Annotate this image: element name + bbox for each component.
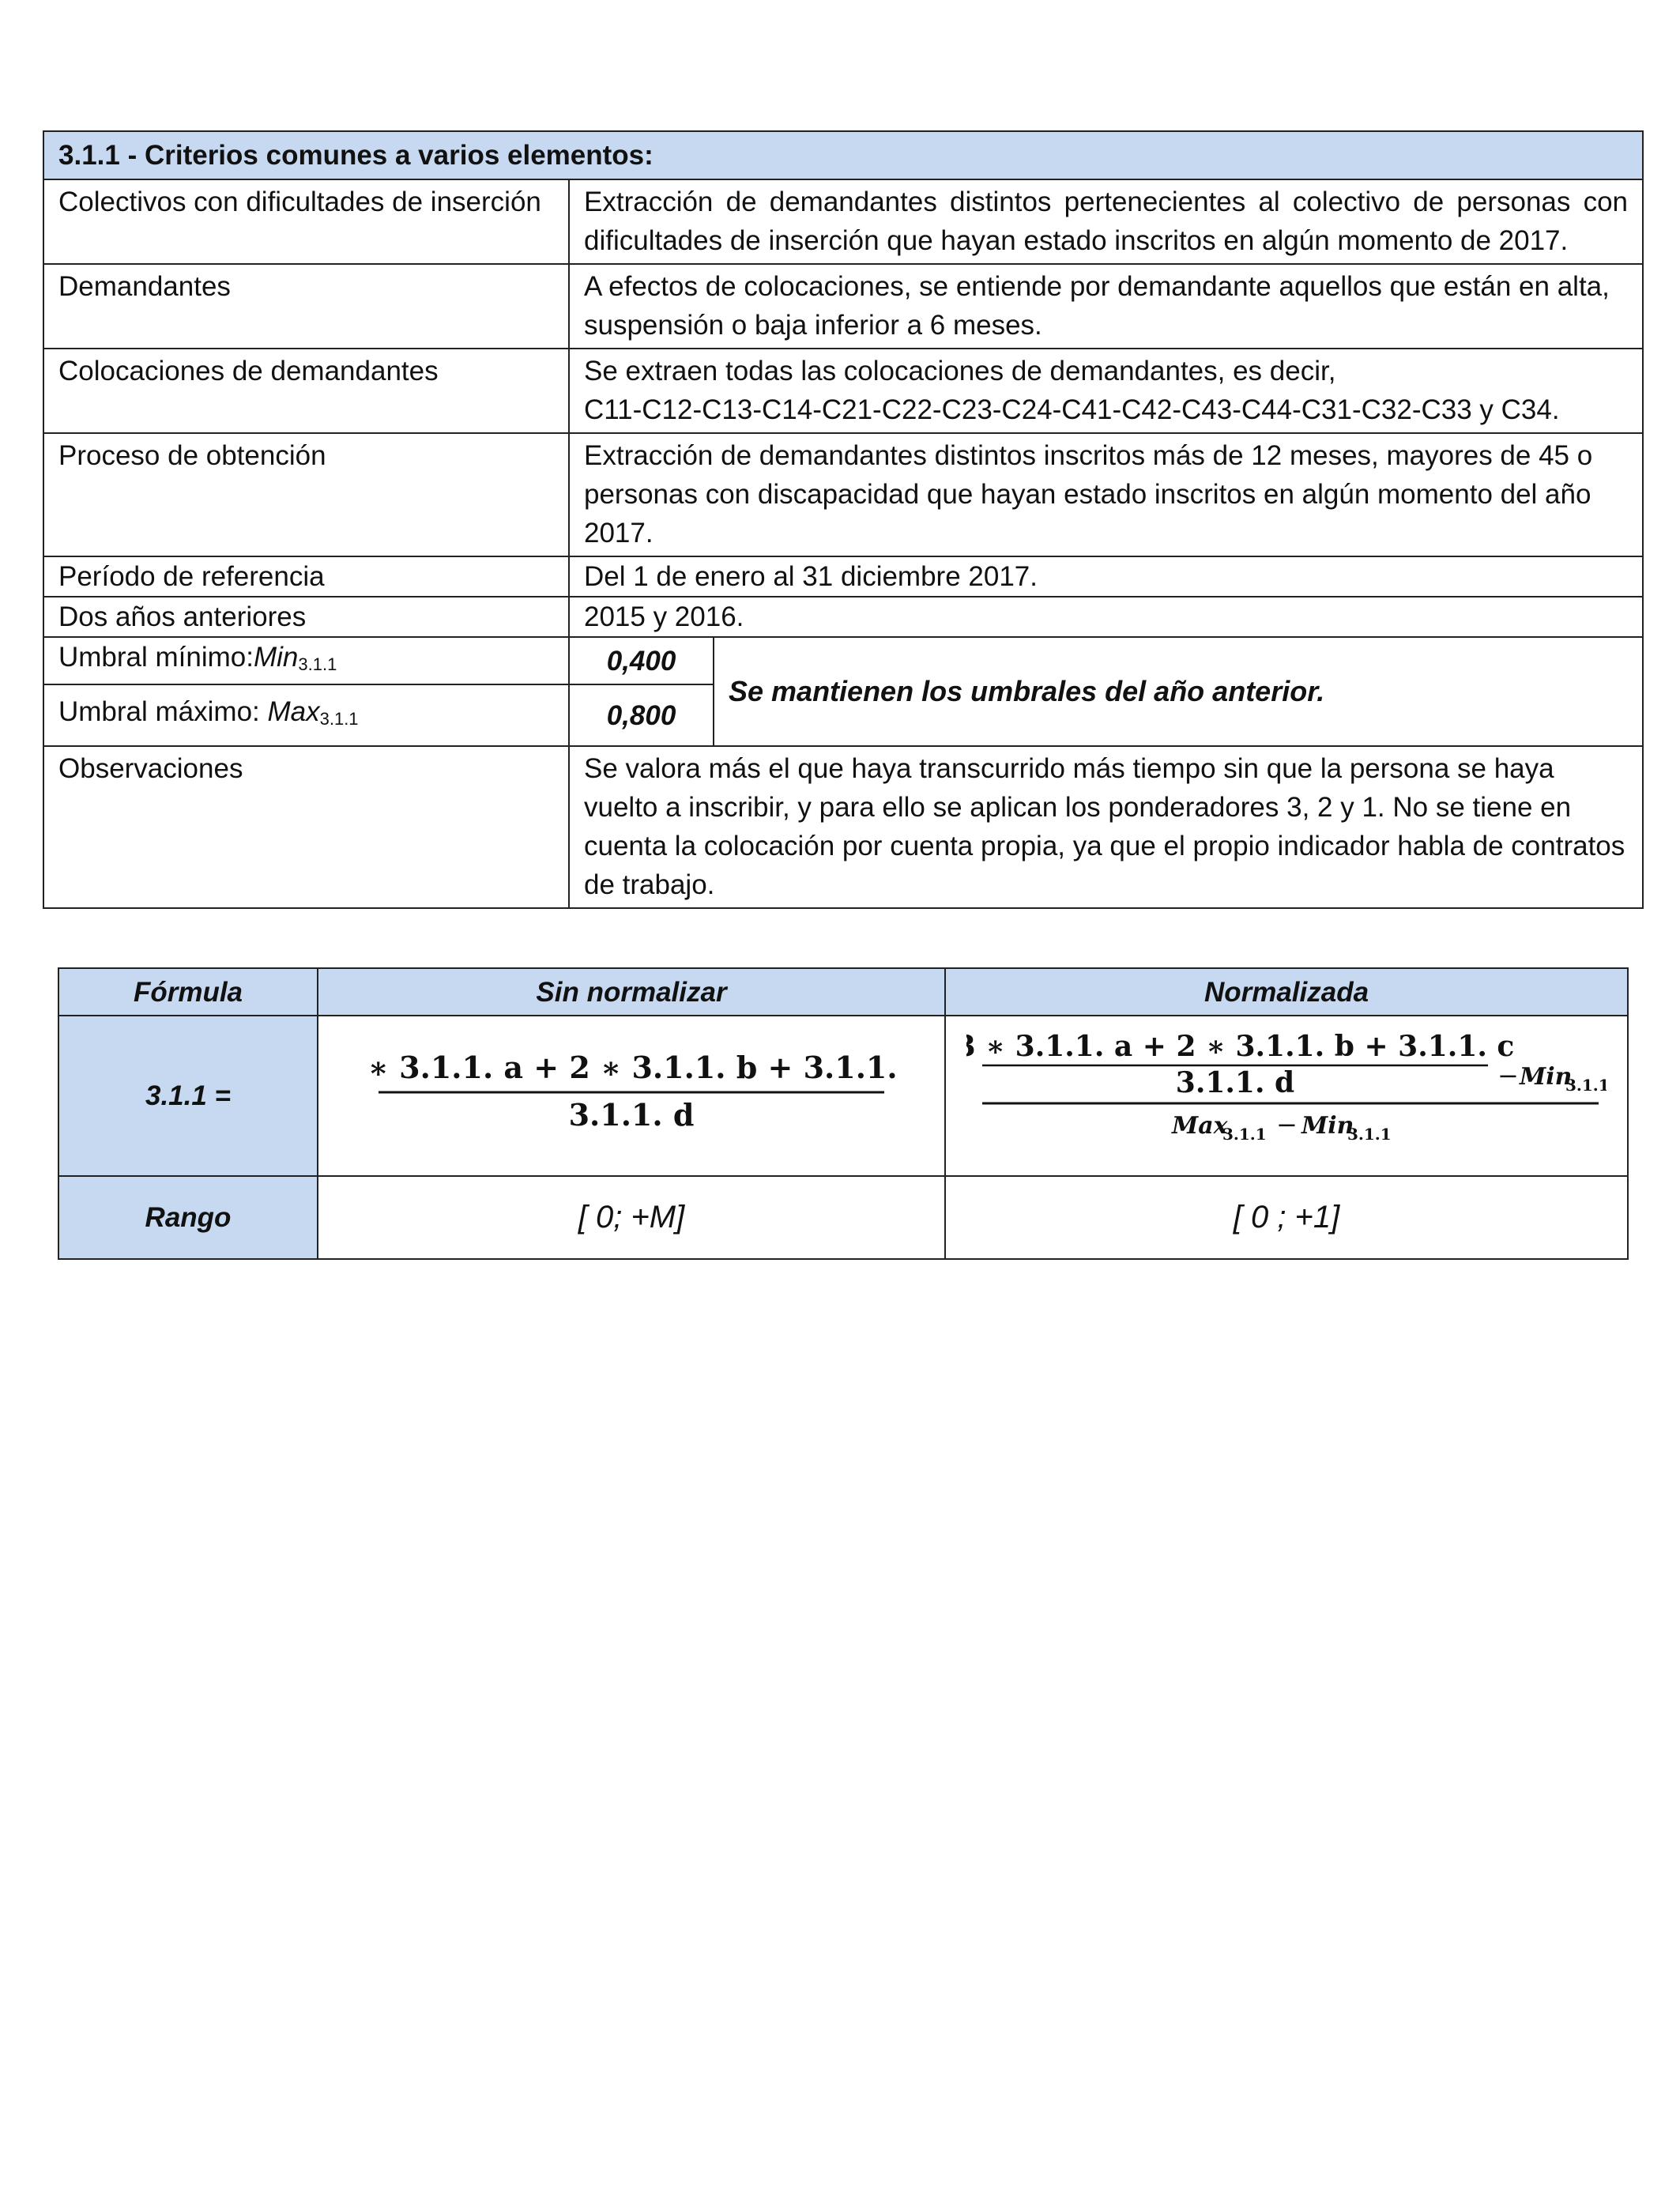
criteria-header-row — [43, 131, 1643, 179]
raw-formula — [363, 1043, 900, 1138]
criteria-row — [43, 264, 1643, 349]
max-symbol: Max — [267, 696, 320, 727]
row-value: 2015 y 2016. — [569, 597, 1643, 637]
formula-header-row — [58, 968, 1628, 1016]
row-label: Observaciones — [43, 746, 569, 908]
row-value: Extracción de demandantes distintos inscritos más de 12 meses, mayores de 45 o personas con discapacidad que hayan estado inscritos en algún momento del año 2017. — [569, 433, 1643, 556]
threshold-max-label: Umbral máximo: Max$_{3.1.1}$ — [43, 684, 569, 746]
norm-den-min: Min — [1301, 1111, 1354, 1140]
norm-den-minus: − — [1276, 1109, 1298, 1140]
threshold-note: Se mantienen los umbrales del año anterior. — [714, 637, 1643, 746]
normalized-formula-cell — [945, 1016, 1628, 1176]
criteria-row — [43, 433, 1643, 556]
criteria-table — [43, 130, 1644, 909]
row-label: Demandantes — [43, 264, 569, 349]
row-label: Colocaciones de demandantes — [43, 349, 569, 433]
range-normalized: [ 0 ; +1] — [945, 1176, 1628, 1259]
norm-den-max-sub: 3.1.1 — [1222, 1124, 1267, 1144]
norm-min-sub: 3.1.1 — [1565, 1075, 1607, 1095]
threshold-max-value: 0,800 — [569, 684, 714, 746]
observations-row — [43, 746, 1643, 908]
criteria-header: 3.1.1 - Criterios comunes a varios elementos: — [43, 131, 1643, 179]
range-raw: [ 0; +M] — [318, 1176, 945, 1259]
criteria-row — [43, 597, 1643, 637]
norm-den-max: Max — [1172, 1111, 1228, 1140]
raw-numerator: 3 ∗ 3.1.1. a + 2 ∗ 3.1.1. b + 3.1.1. c — [363, 1049, 900, 1085]
row-label: Dos años anteriores — [43, 597, 569, 637]
threshold-min-value: 0,400 — [569, 637, 714, 684]
raw-header: Sin normalizar — [318, 968, 945, 1016]
row-value: Se valora más el que haya transcurrido más tiempo sin que la persona se haya vuelto a inscribir, y para ello se aplican los ponderadores 3, 2 y 1. No se tiene en cuenta la colocación por cuenta propia, ya que el propio indicador habla de contratos de trabajo. — [569, 746, 1643, 908]
row-label: Período de referencia — [43, 556, 569, 597]
formula-row-label: 3.1.1 = — [58, 1016, 318, 1176]
norm-inner-denominator: 3.1.1. d — [1175, 1065, 1295, 1099]
formula-header: Fórmula — [58, 968, 318, 1016]
min-subscript: 3.1.1 — [298, 654, 337, 674]
criteria-row — [43, 556, 1643, 597]
norm-numerator: 3 ∗ 3.1.1. a + 2 ∗ 3.1.1. b + 3.1.1. c — [966, 1029, 1515, 1063]
row-value: A efectos de colocaciones, se entiende por demandante aquellos que están en alta, suspensión o baja inferior a 6 meses. — [569, 264, 1643, 349]
row-value — [569, 349, 1643, 433]
row-label: Colectivos con dificultades de inserción — [43, 179, 569, 264]
raw-denominator: 3.1.1. d — [568, 1096, 695, 1133]
min-symbol: Min — [253, 642, 299, 673]
raw-formula-cell — [318, 1016, 945, 1176]
row-value-line: Se extraen todas las colocaciones de demandantes, es decir, — [584, 356, 1336, 386]
formula-table — [58, 967, 1629, 1260]
formula-row — [58, 1016, 1628, 1176]
row-value: Extracción de demandantes distintos pertenecientes al colectivo de personas con dificultades de inserción que hayan estado inscritos en algún momento de 2017. — [569, 179, 1643, 264]
row-value: Del 1 de enero al 31 diciembre 2017. — [569, 556, 1643, 597]
normalized-formula — [966, 1027, 1607, 1154]
criteria-row — [43, 349, 1643, 433]
norm-min: Min — [1520, 1062, 1573, 1091]
normalized-header: Normalizada — [945, 968, 1628, 1016]
norm-den-min-sub: 3.1.1 — [1347, 1124, 1392, 1144]
max-subscript: 3.1.1 — [319, 709, 359, 729]
norm-minus: − — [1497, 1060, 1519, 1091]
row-value-line: C11-C12-C13-C14-C21-C22-C23-C24-C41-C42-C43-C44-C31-C32-C33 y C34. — [584, 394, 1560, 425]
threshold-min-row — [43, 637, 1643, 684]
row-label: Proceso de obtención — [43, 433, 569, 556]
range-label: Rango — [58, 1176, 318, 1259]
range-row — [58, 1176, 1628, 1259]
threshold-min-label: Umbral mínimo:Min$_{3.1.1}$ — [43, 637, 569, 684]
criteria-row — [43, 179, 1643, 264]
